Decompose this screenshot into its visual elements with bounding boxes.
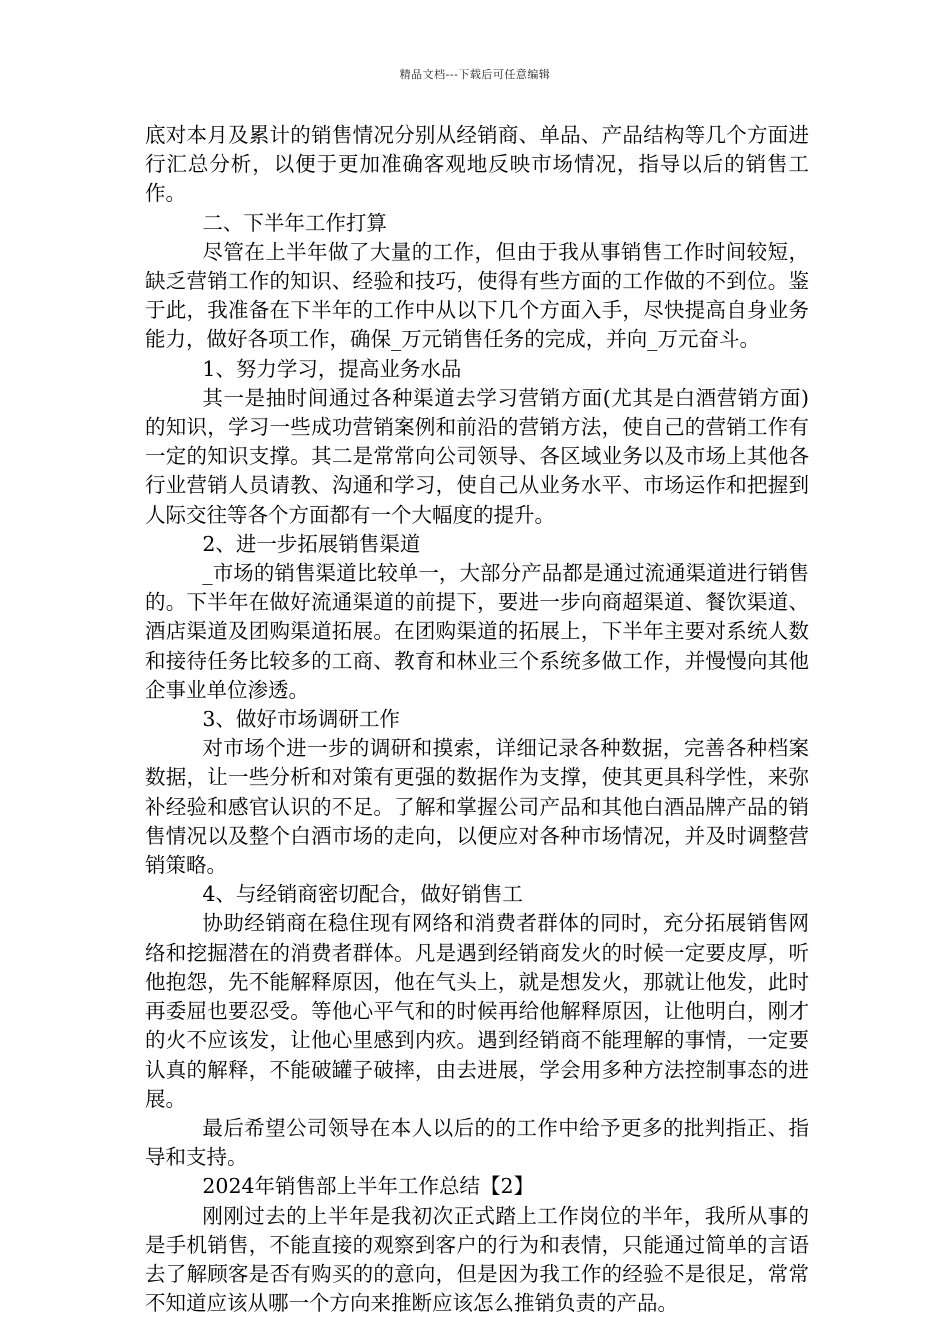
subsection-heading: 3、做好市场调研工作: [202, 707, 400, 732]
paragraph: 最后希望公司领导在本人以后的的工作中给予更多的批判指正、指导和支持。: [145, 1115, 809, 1170]
subsection-heading: 2、进一步拓展销售渠道: [202, 531, 421, 556]
paragraph: 协助经销商在稳住现有网络和消费者群体的同时，充分拓展销售网络和挖掘潜在的消费者群体。凡是遇到经销商发火的时候一定要皮厚，听他抱怨，先不能解释原因，他在气头上，就是想发火，那就让他发，此时再委屈也要忍受。等他心平气和的时候再给他解释原因，让他明白，刚才的火不应该发，让他心里感到内疚。遇到经销商不能理解的事情，一定要认真的解释，不能破罐子破摔，由去进展，学会用多种方法控制事态的进展。: [145, 911, 809, 1111]
subsection-heading: 4、与经销商密切配合，做好销售工: [202, 882, 523, 907]
subsection-heading: 1、努力学习，提高业务水品: [202, 356, 462, 381]
paragraph: _市场的销售渠道比较单一，大部分产品都是通过流通渠道进行销售的。下半年在做好流通渠道的前提下，要进一步向商超渠道、餐饮渠道、酒店渠道及团购渠道拓展。在团购渠道的拓展上，下半年主要对系统人数和接待任务比较多的工商、教育和林业三个系统多做工作，并慢慢向其他企事业单位渗透。: [145, 561, 809, 702]
document-body: [145, 121, 809, 1318]
paragraph: 尽管在上半年做了大量的工作，但由于我从事销售工作时间较短，缺乏营销工作的知识、经验和技巧，使得有些方面的工作做的不到位。鉴于此，我准备在下半年的工作中从以下几个方面入手，尽快提高自身业务能力，做好各项工作，确保_万元销售任务的完成，并向_万元奋斗。: [145, 239, 809, 352]
paragraph: 刚刚过去的上半年是我初次正式踏上工作岗位的半年，我所从事的是手机销售，不能直接的观察到客户的行为和表情，只能通过简单的言语去了解顾客是否有购买的的意向，但是因为我工作的经验不是很足，常常不知道应该从哪一个方向来推断应该怎么推销负责的产品。: [145, 1203, 809, 1316]
paragraph: 底对本月及累计的销售情况分别从经销商、单品、产品结构等几个方面进行汇总分析，以便于更加准确客观地反映市场情况，指导以后的销售工作。: [145, 123, 809, 206]
page-header: 精品文档---下载后可任意编辑: [399, 68, 551, 81]
section-heading: 二、下半年工作打算: [202, 210, 387, 235]
paragraph: 其一是抽时间通过各种渠道去学习营销方面(尤其是白酒营销方面)的知识，学习一些成功营销案例和前沿的营销方法，使自己的营销工作有一定的知识支撑。其二是常常向公司领导、各区域业务以及市场上其他各行业营销人员请教、沟通和学习，使自己从业务水平、市场运作和把握到人际交往等各个方面都有一个大幅度的提升。: [145, 385, 809, 527]
paragraph: 对市场个进一步的调研和摸索，详细记录各种数据，完善各种档案数据，让一些分析和对策有更强的数据作为支撑，使其更具科学性，来弥补经验和感官认识的不足。了解和掌握公司产品和其他白酒品牌产品的销售情况以及整个白酒市场的走向，以便应对各种市场情况，并及时调整营销策略。: [145, 736, 809, 878]
article-title: 2024年销售部上半年工作总结【2】: [202, 1174, 535, 1199]
